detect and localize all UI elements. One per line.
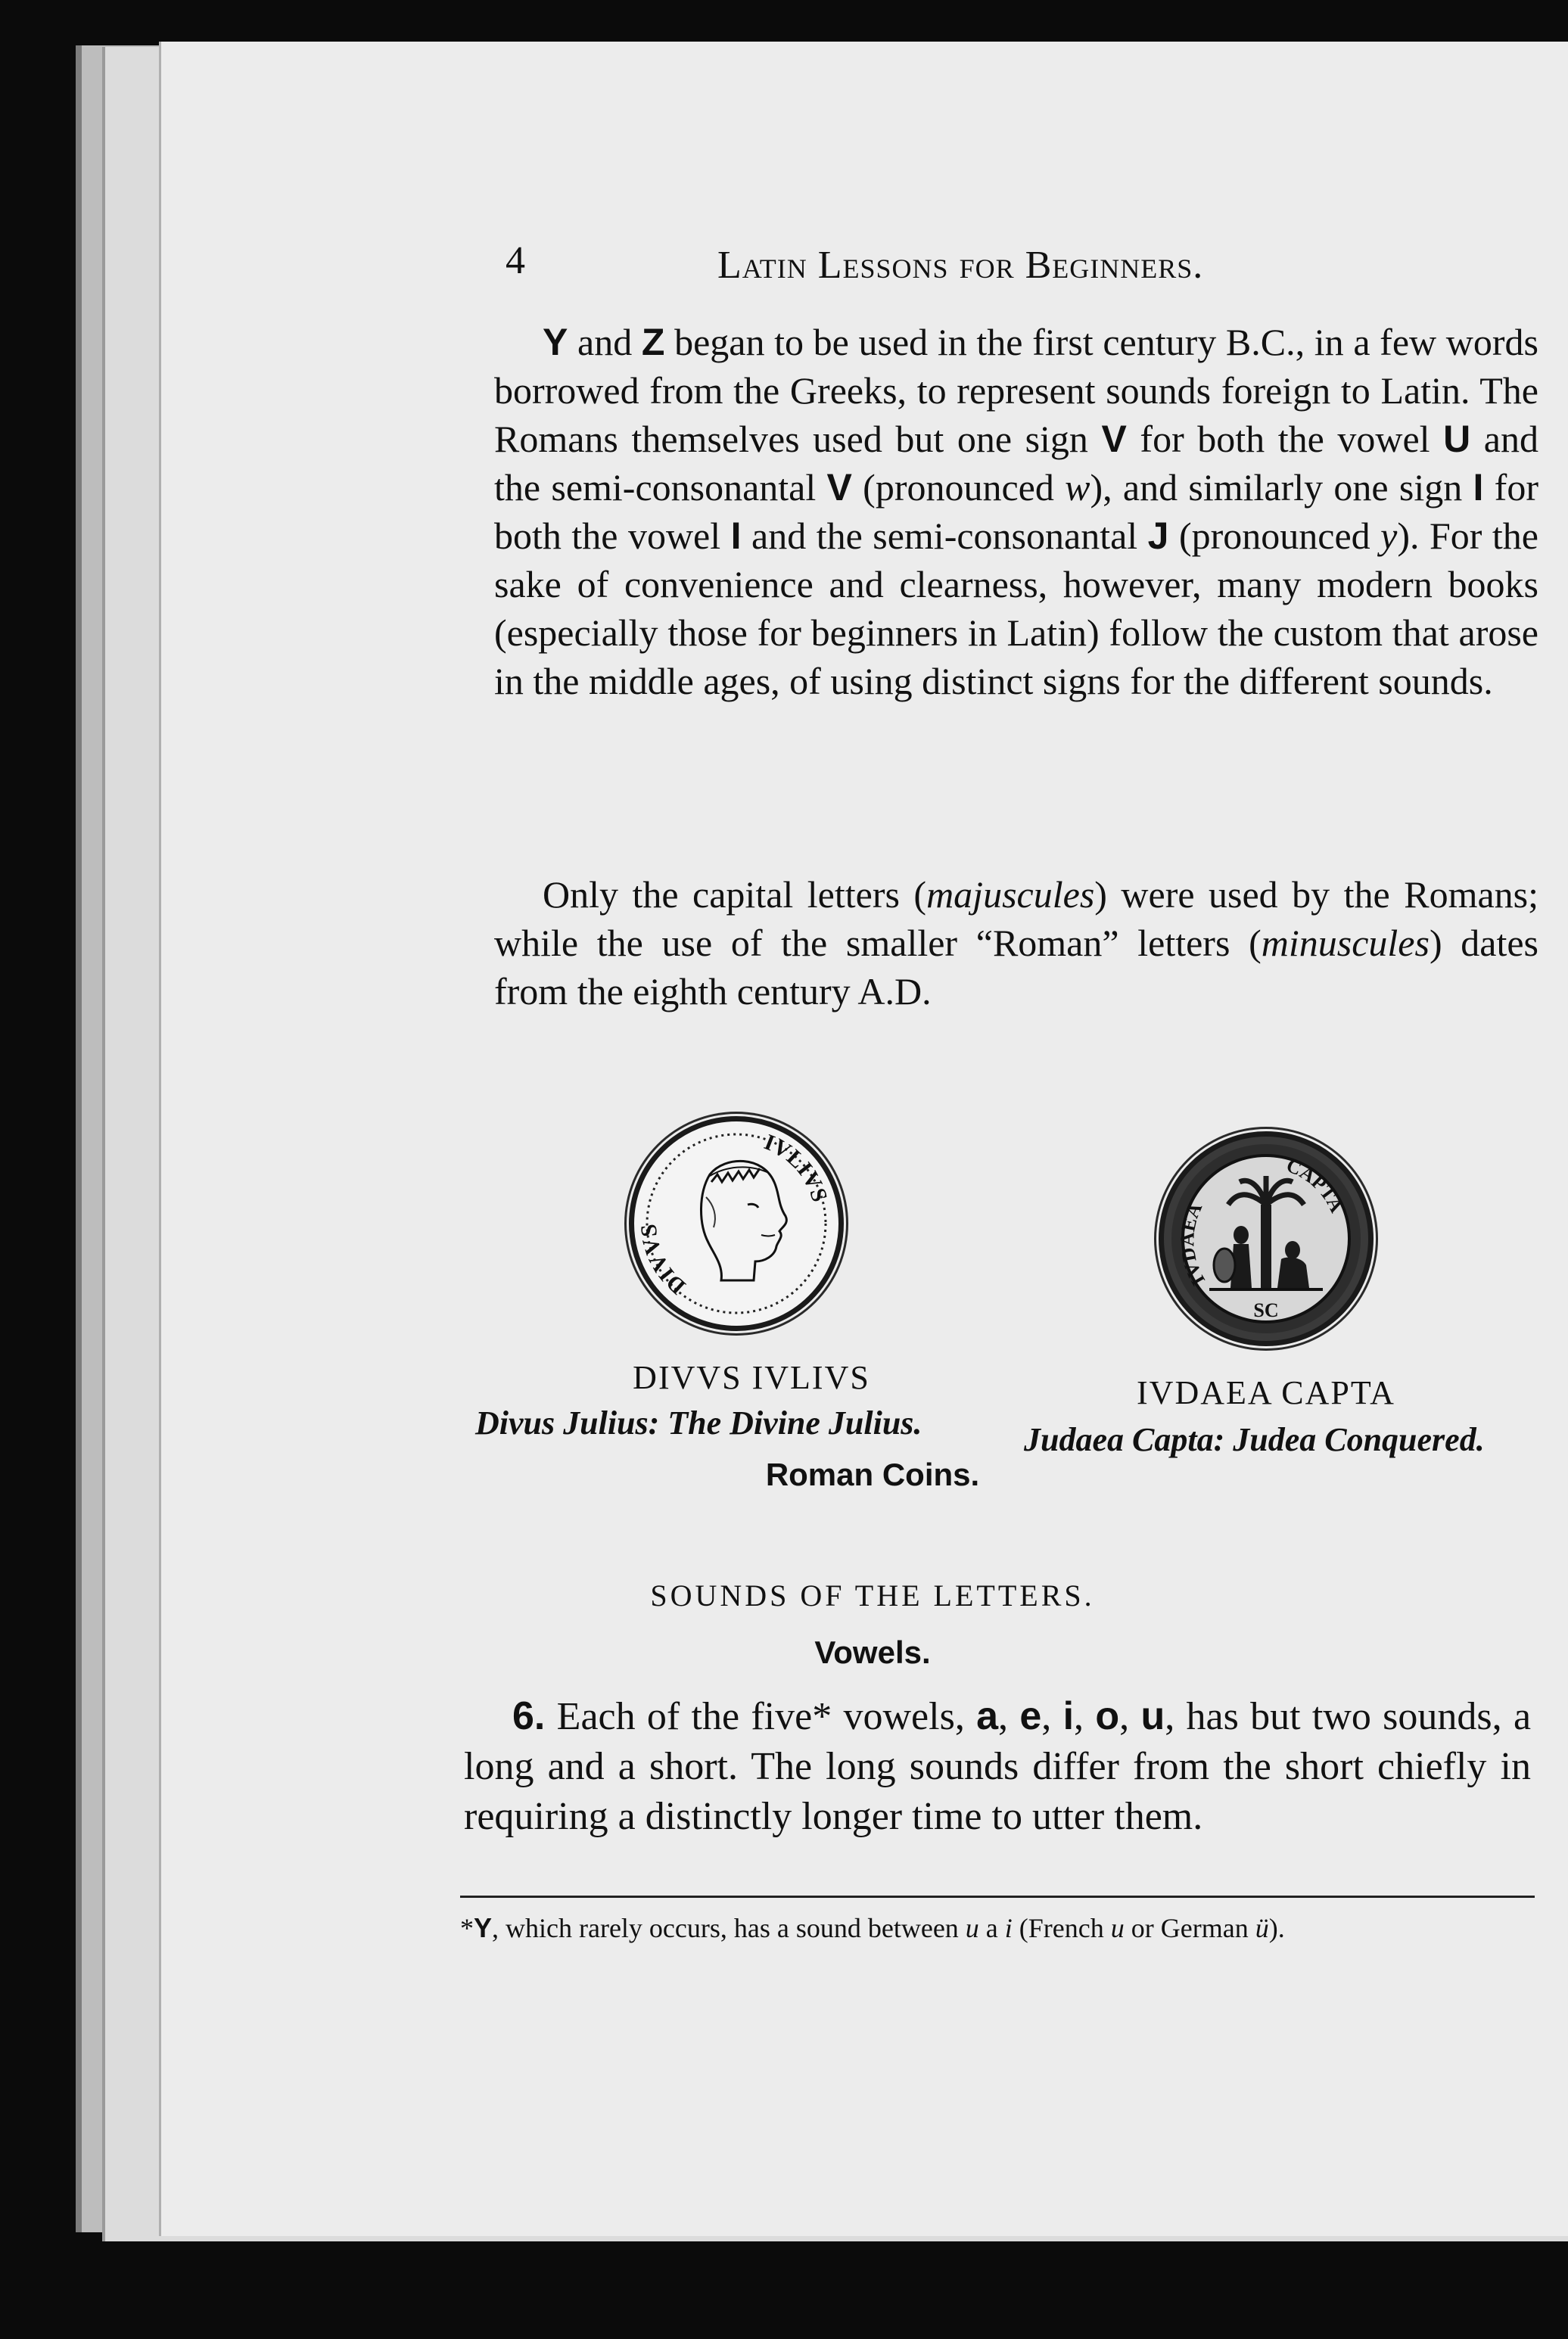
text: for both the vowel <box>1126 418 1444 460</box>
letter-v: V <box>1101 418 1127 460</box>
text: , <box>998 1695 1020 1738</box>
coin-judaea-capta-image <box>1159 1131 1374 1346</box>
vowel-i: i <box>1062 1694 1075 1738</box>
text: ) were used by the Romans; while the use of the smaller “Roman” letters ( <box>494 873 1538 964</box>
paragraph-capital-letters <box>494 870 1538 1016</box>
coin1-translation: Divus Julius: The Divine Julius. <box>475 1404 922 1442</box>
vowel-e: e <box>1019 1694 1042 1738</box>
text: or German <box>1124 1913 1255 1943</box>
coin2-legend-left: IVDAEA <box>1176 1199 1210 1289</box>
text: a <box>978 1913 998 1943</box>
text: , <box>1041 1695 1063 1738</box>
vowel-o: o <box>1095 1694 1120 1738</box>
figure-caption: Roman Coins. <box>765 1457 980 1492</box>
letter-y-italic: y <box>1380 515 1398 557</box>
coin1-caption: DIVVS IVLIVS <box>633 1359 870 1396</box>
letter-y: Y <box>474 1912 493 1943</box>
coin2-translation: Judaea Capta: Judea Conquered. <box>1024 1421 1485 1458</box>
vowel-u: u <box>1140 1694 1165 1738</box>
text: (pronounced <box>851 466 1066 509</box>
coin1-legend-right: IVLIVS <box>761 1129 832 1205</box>
footnote <box>460 1911 1535 1946</box>
text: ). <box>1268 1913 1285 1943</box>
letter-z: Z <box>641 321 665 363</box>
running-title: Latin Lessons for Beginners. <box>717 244 1204 287</box>
page-number: 4 <box>506 239 526 282</box>
subsection-heading: Vowels. <box>814 1635 931 1670</box>
text: for both the vowel <box>494 466 1538 557</box>
footnote-rule <box>460 1896 1535 1898</box>
text: , has but two sounds, a long and a short. The long sounds differ from the short chiefly in requiring a distinctly longer time to utter them. <box>464 1695 1532 1838</box>
footnote-marker: * <box>460 1913 474 1943</box>
text: ), and similarly one sign <box>1090 466 1473 509</box>
vowel-a: a <box>976 1694 999 1738</box>
letter-v: V <box>826 466 852 509</box>
text: began to be used in the first century B.C., in a few words borrowed from the Greeks, to represent sounds foreign to Latin. The Romans themselves used but one sign <box>494 321 1538 460</box>
text: and the semi-consonantal <box>741 515 1148 557</box>
text: (French <box>1012 1913 1111 1943</box>
letter-u: u <box>1110 1913 1125 1943</box>
coin1-legend-left: DIVVS <box>636 1223 691 1299</box>
coin2-caption: IVDAEA CAPTA <box>1137 1374 1395 1411</box>
term-minuscules: minuscules <box>1261 922 1430 964</box>
text: Each of the five* vowels, <box>545 1695 977 1738</box>
text: , which rarely occurs, has a sound between <box>492 1913 966 1943</box>
letter-u: u <box>965 1913 979 1943</box>
section-heading: SOUNDS OF THE LETTERS. <box>650 1579 1095 1613</box>
paragraph-y-and-z <box>494 318 1538 705</box>
letter-u-umlaut: ü <box>1255 1913 1269 1943</box>
text: , <box>1119 1695 1141 1738</box>
letter-i: I <box>730 515 742 557</box>
svg-text:DIVVS <box>636 1223 691 1299</box>
text: (pronounced <box>1168 515 1381 557</box>
term-majuscules: majuscules <box>926 873 1095 916</box>
paragraph-vowels <box>464 1691 1531 1842</box>
coin-divus-julius-svg <box>634 1121 838 1326</box>
text: Only the capital letters ( <box>543 873 927 916</box>
letter-u: U <box>1443 418 1471 460</box>
letter-j: J <box>1147 515 1169 557</box>
text: ). For the sake of convenience and clearness, however, many modern books (especially those for beginners in Latin) follow the custom that arose in the middle ages, of using distinct signs for the different sounds. <box>494 515 1538 702</box>
letter-i: I <box>1473 466 1484 509</box>
letter-y: Y <box>543 321 568 363</box>
text: ) dates from the eighth century A.D. <box>494 922 1538 1012</box>
text: and <box>568 321 642 363</box>
book-page <box>159 42 1568 2236</box>
section-number: 6. <box>512 1694 546 1738</box>
text: , <box>1074 1695 1096 1738</box>
coin-divus-julius-image <box>629 1116 844 1331</box>
coin2-legend-right: CAPTA <box>1283 1154 1349 1216</box>
letter-w: w <box>1065 466 1090 509</box>
coin-judaea-capta-svg <box>1164 1137 1368 1341</box>
letter-i: i <box>997 1913 1013 1943</box>
coin2-exergue: SC <box>1253 1299 1279 1321</box>
text: and the semi-consonantal <box>494 418 1538 509</box>
